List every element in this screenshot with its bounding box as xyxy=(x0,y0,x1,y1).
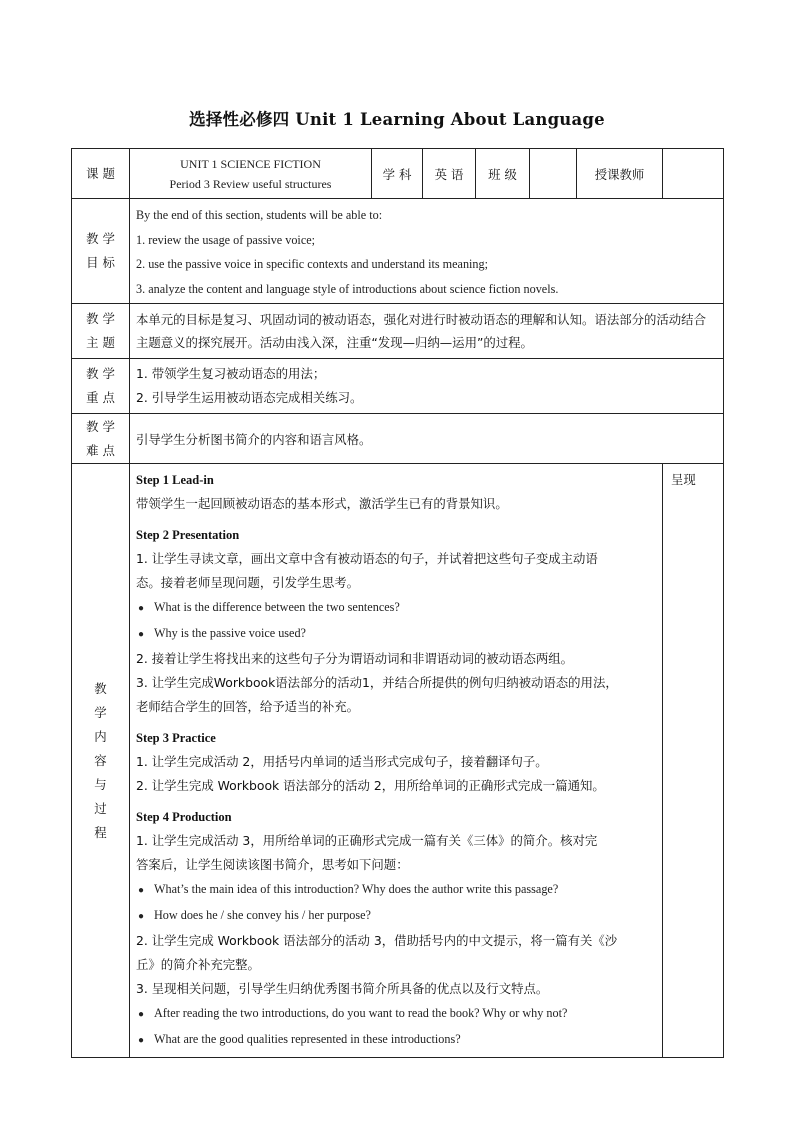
bullet-icon: ● xyxy=(138,1035,145,1046)
theme-content: 本单元的目标是复习、巩固动词的被动语态，强化对进行时被动语态的理解和认知。语法部分的活动结合主题意义的探究展开。活动由浅入深，注重“发现—归纳—运用”的过程。 xyxy=(130,304,724,359)
class-label: 班 级 xyxy=(476,149,530,199)
bullet-icon: ● xyxy=(138,911,145,922)
topic-line-2: Period 3 Review useful structures xyxy=(169,176,332,191)
subject-label: 学 科 xyxy=(372,149,423,199)
theme-row xyxy=(72,304,724,359)
goals-line: By the end of this section, students will be able to: xyxy=(136,208,383,222)
step-2-para-1b: 态。接着老师呈现问题，引发学生思考。 xyxy=(136,575,360,590)
step-3-para-1: 1. 让学生完成活动 2，用括号内单词的适当形式完成句子，接着翻译句子。 xyxy=(136,754,548,769)
process-label-char: 过 xyxy=(94,800,107,816)
step-1-title: Step 1 Lead-in xyxy=(136,473,214,487)
goals-content xyxy=(130,199,724,304)
process-content xyxy=(130,464,663,1058)
bullet-icon: ● xyxy=(138,603,145,614)
process-label-char: 程 xyxy=(94,824,107,840)
step-1-text: 带领学生一起回顾被动语态的基本形式，激活学生已有的背景知识。 xyxy=(136,496,508,511)
step-4-question xyxy=(136,1027,656,1053)
step-2-question-text: Why is the passive voice used? xyxy=(154,626,306,640)
step-2-para-1a: 1. 让学生寻读文章，画出文章中含有被动语态的句子，并试着把这些句子变成主动语 xyxy=(136,551,598,566)
theme-label-line-2: 主 题 xyxy=(86,335,115,350)
process-side-label: 呈现 xyxy=(663,464,724,1058)
topic-line-1: UNIT 1 SCIENCE FICTION xyxy=(180,156,321,171)
process-label-char: 内 xyxy=(94,728,107,744)
goals-row xyxy=(72,199,724,304)
header-row xyxy=(72,149,724,199)
difficulty-label xyxy=(72,414,130,464)
step-3-title: Step 3 Practice xyxy=(136,731,216,745)
process-label-char: 容 xyxy=(94,752,107,768)
process-label-char: 与 xyxy=(94,776,107,792)
step-4-title: Step 4 Production xyxy=(136,810,232,824)
key-points-label-line-2: 重 点 xyxy=(86,390,115,405)
process-label xyxy=(72,464,130,1058)
goals-label-line-2: 目 标 xyxy=(86,255,115,270)
bullet-icon: ● xyxy=(138,629,145,640)
step-4-question xyxy=(136,1001,656,1027)
bullet-icon: ● xyxy=(138,885,145,896)
goals-line: 1. review the usage of passive voice; xyxy=(136,232,316,247)
key-point-line: 1. 带领学生复习被动语态的用法； xyxy=(136,366,326,381)
step-2-question xyxy=(136,621,656,647)
step-4-para-1a: 1. 让学生完成活动 3，用所给单词的正确形式完成一篇有关《三体》的简介。核对完 xyxy=(136,833,598,848)
difficulty-label-line-2: 难 点 xyxy=(86,442,115,458)
teacher-value xyxy=(663,149,724,199)
process-label-char: 教 xyxy=(94,680,107,696)
key-points-row xyxy=(72,359,724,414)
step-2-para-3b: 老师结合学生的回答，给予适当的补充。 xyxy=(136,699,360,714)
step-4-para-1b: 答案后，让学生阅读该图书简介，思考如下问题： xyxy=(136,857,409,872)
step-3-para-2: 2. 让学生完成 Workbook 语法部分的活动 2，用所给单词的正确形式完成一篇通知。 xyxy=(136,778,605,793)
step-4-para-2a: 2. 让学生完成 Workbook 语法部分的活动 3，借助括号内的中文提示，将一篇有关《沙 xyxy=(136,933,618,948)
step-4-para-2b: 丘》的简介补充完整。 xyxy=(136,957,260,972)
step-4-question-text: What are the good qualities represented in these introductions? xyxy=(154,1032,461,1046)
step-4-question xyxy=(136,877,656,903)
step-4-question-text: What’s the main idea of this introduction? Why does the author write this passage? xyxy=(154,882,559,896)
key-points-content xyxy=(130,359,724,414)
subject-value: 英 语 xyxy=(423,149,476,199)
teacher-label: 授课教师 xyxy=(577,149,663,199)
difficulty-content: 引导学生分析图书简介的内容和语言风格。 xyxy=(130,414,724,464)
step-2-title: Step 2 Presentation xyxy=(136,528,240,542)
goals-line: 2. use the passive voice in specific contexts and understand its meaning; xyxy=(136,257,488,271)
step-4-question-text: How does he / she convey his / her purpose? xyxy=(154,908,371,922)
step-2-question-text: What is the difference between the two sentences? xyxy=(154,600,400,614)
step-2-question xyxy=(136,595,656,621)
key-points-label-line-1: 教 学 xyxy=(86,366,115,381)
theme-label xyxy=(72,304,130,359)
bullet-icon: ● xyxy=(138,1009,145,1020)
process-label-char: 学 xyxy=(94,704,107,720)
step-2-para-2: 2. 接着让学生将找出来的这些句子分为谓语动词和非谓语动词的被动语态两组。 xyxy=(136,651,574,666)
theme-label-line-1: 教 学 xyxy=(86,311,115,326)
key-point-line: 2. 引导学生运用被动语态完成相关练习。 xyxy=(136,390,363,405)
document-title: 选择性必修四 Unit 1 Learning About Language xyxy=(189,110,605,129)
topic-value xyxy=(130,149,372,199)
goals-line: 3. analyze the content and language style of introductions about science fiction novels. xyxy=(136,281,559,296)
goals-label xyxy=(72,199,130,304)
step-2-para-3a: 3. 让学生完成Workbook语法部分的活动1，并结合所提供的例句归纳被动语态的用法， xyxy=(136,675,618,690)
difficulty-label-line-1: 教 学 xyxy=(86,418,115,434)
step-4-question-text: After reading the two introductions, do you want to read the book? Why or why not? xyxy=(154,1006,568,1020)
topic-label: 课 题 xyxy=(72,149,130,199)
goals-label-line-1: 教 学 xyxy=(86,231,115,246)
step-4-para-3: 3. 呈现相关问题，引导学生归纳优秀图书简介所具备的优点以及行文特点。 xyxy=(136,981,549,996)
class-value xyxy=(530,149,577,199)
step-4-question xyxy=(136,903,656,929)
lesson-plan-table xyxy=(71,148,724,1058)
difficulty-row xyxy=(72,414,724,464)
key-points-label xyxy=(72,359,130,414)
process-row xyxy=(72,464,724,1058)
